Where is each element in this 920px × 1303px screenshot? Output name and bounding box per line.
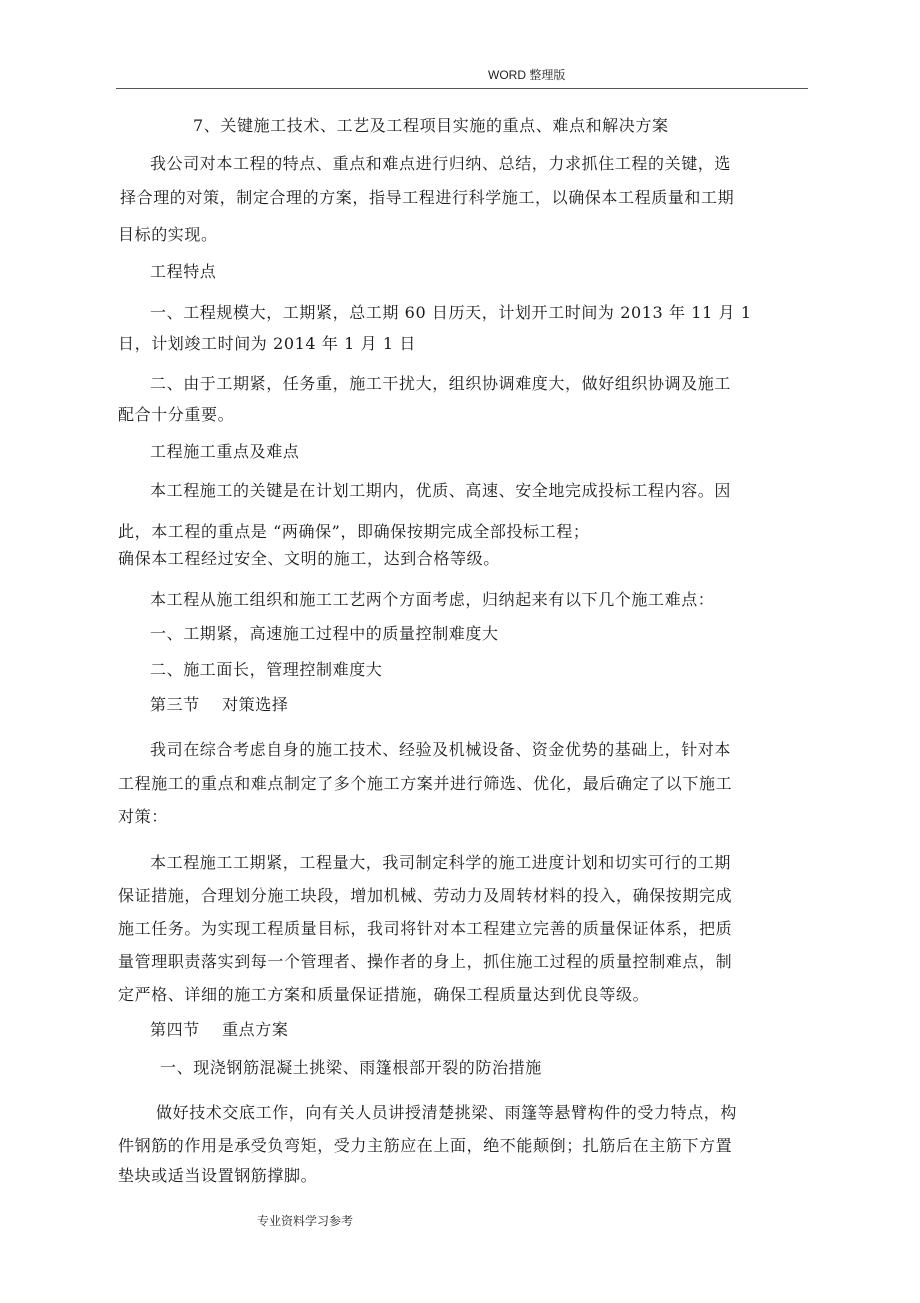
paragraph-line: 垫块或适当设置钢筋撑脚。 (118, 1166, 318, 1185)
header-divider (116, 88, 808, 89)
section-heading: 7、关键施工技术、工艺及工程项目实施的重点、难点和解决方案 (193, 116, 669, 135)
paragraph-line: 量管理职责落实到每一个管理者、操作者的身上，抓住施工过程的质量控制难点，制 (118, 952, 733, 971)
paragraph-line: 施工任务。为实现工程质量目标，我司将针对本工程建立完善的质量保证体系，把质 (118, 919, 733, 938)
paragraph-line: 目标的实现。 (118, 225, 218, 244)
subheading: 工程特点 (150, 262, 217, 281)
paragraph-line: 配合十分重要。 (118, 405, 235, 424)
page-footer: 专业资料学习参考 (257, 1214, 354, 1228)
paragraph-line: 二、由于工期紧，任务重，施工干扰大，组织协调难度大，做好组织协调及施工 (150, 374, 732, 393)
paragraph-line: 工程施工的重点和难点制定了多个施工方案并进行筛选、优化，最后确定了以下施工 (118, 774, 733, 793)
paragraph-line: 本工程施工的关键是在计划工期内，优质、高速、安全地完成投标工程内容。因 (150, 481, 732, 500)
paragraph-line: 做好技术交底工作，向有关人员讲授清楚挑梁、雨篷等悬臂构件的受力特点，构 (156, 1103, 738, 1122)
paragraph-line: 本工程施工工期紧，工程量大，我司制定科学的施工进度计划和切实可行的工期 (150, 853, 732, 872)
paragraph-line: 日，计划竣工时间为 2014 年 1 月 1 日 (118, 334, 416, 353)
paragraph-line: 本工程从施工组织和施工工艺两个方面考虑，归纳起来有以下几个施工难点： (150, 590, 715, 609)
paragraph-line: 保证措施，合理划分施工块段，增加机械、劳动力及周转材料的投入，确保按期完成 (118, 886, 733, 905)
list-item: 二、施工面长，管理控制难度大 (150, 660, 383, 679)
paragraph-line: 定严格、详细的施工方案和质量保证措施，确保工程质量达到优良等级。 (118, 985, 650, 1004)
paragraph-line: 对策： (118, 807, 168, 826)
paragraph-line: 择合理的对策，制定合理的方案，指导工程进行科学施工，以确保本工程质量和工期 (120, 188, 735, 207)
paragraph-line: 一、工程规模大，工期紧，总工期 60 日历天，计划开工时间为 2013 年 11 月 1 (150, 303, 752, 322)
subheading: 一、现浇钢筋混凝土挑梁、雨篷根部开裂的防治措施 (160, 1058, 542, 1077)
paragraph-line: 件钢筋的作用是承受负弯矩，受力主筋应在上面，绝不能颠倒；扎筋后在主筋下方置 (118, 1136, 733, 1155)
paragraph-line: 我司在综合考虑自身的施工技术、经验及机械设备、资金优势的基础上，针对本 (150, 740, 732, 759)
paragraph-line: 确保本工程经过安全、文明的施工，达到合格等级。 (118, 549, 500, 568)
section-title: 第四节 重点方案 (150, 1020, 289, 1039)
list-item: 一、工期紧，高速施工过程中的质量控制难度大 (150, 624, 499, 643)
page-header: WORD 整理版 (488, 68, 566, 82)
paragraph-line: 我公司对本工程的特点、重点和难点进行归纳、总结，力求抓住工程的关键，选 (150, 154, 732, 173)
paragraph-line: 此，本工程的重点是 “两确保”，即确保按期完成全部投标工程； (118, 522, 590, 541)
section-title: 第三节 对策选择 (150, 695, 289, 714)
subheading: 工程施工重点及难点 (150, 442, 300, 461)
